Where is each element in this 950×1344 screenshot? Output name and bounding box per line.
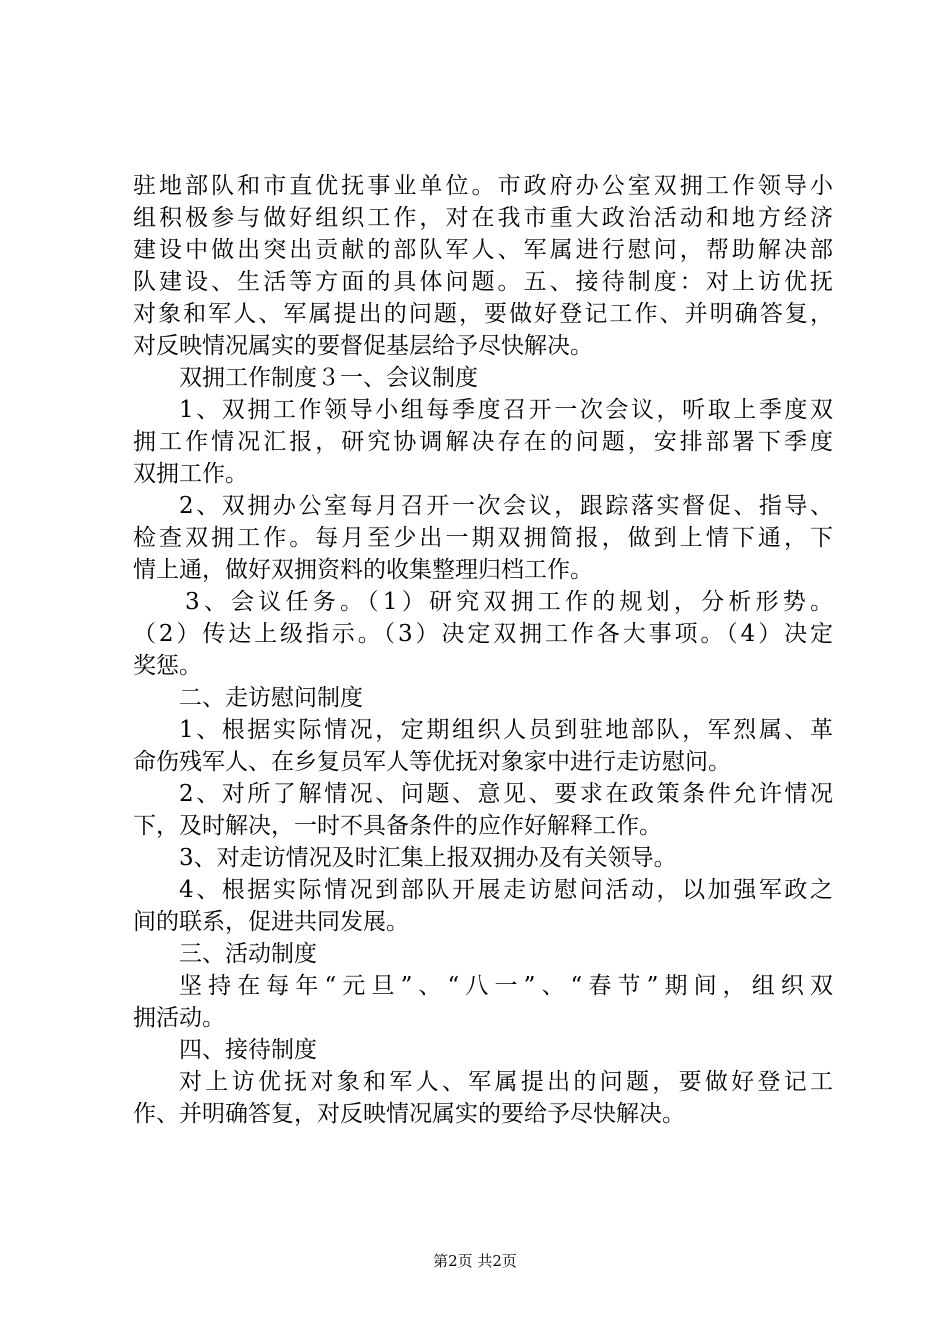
text-line: 双拥工作。 bbox=[133, 461, 248, 487]
text-line: 作、并明确答复，对反映情况属实的要给予尽快解决。 bbox=[133, 1101, 685, 1127]
section-heading: 四、接待制度 bbox=[179, 1037, 317, 1063]
text-line: 坚持在每年“元旦”、“八一”、“春节”期间，组织双 bbox=[179, 973, 833, 999]
section-heading: 三、活动制度 bbox=[179, 941, 317, 967]
text-line: 情上通，做好双拥资料的收集整理归档工作。 bbox=[133, 557, 593, 583]
text-line: 建设中做出突出贡献的部队军人、军属进行慰问，帮助解决部 bbox=[133, 237, 833, 263]
text-line: 4、根据实际情况到部队开展走访慰问活动，以加强军政之 bbox=[179, 877, 833, 903]
text-line: 拥工作情况汇报，研究协调解决存在的问题，安排部署下季度 bbox=[133, 429, 833, 455]
text-line: 奖惩。 bbox=[133, 653, 202, 679]
text-line: （2）传达上级指示。（3）决定双拥工作各大事项。（4）决定 bbox=[133, 621, 833, 647]
text-line: 命伤残军人、在乡复员军人等优抚对象家中进行走访慰问。 bbox=[133, 749, 731, 775]
text-line: 驻地部队和市直优抚事业单位。市政府办公室双拥工作领导小 bbox=[133, 173, 833, 199]
text-line: 拥活动。 bbox=[133, 1005, 225, 1031]
text-line: 1、双拥工作领导小组每季度召开一次会议，听取上季度双 bbox=[179, 397, 833, 423]
text-line: 对上访优抚对象和军人、军属提出的问题，要做好登记工 bbox=[179, 1069, 833, 1095]
text-line: 间的联系，促进共同发展。 bbox=[133, 909, 409, 935]
section-heading: 双拥工作制度３一、会议制度 bbox=[179, 365, 478, 391]
text-line: 队建设、生活等方面的具体问题。五、接待制度：对上访优抚 bbox=[133, 269, 833, 295]
text-line: 3、对走访情况及时汇集上报双拥办及有关领导。 bbox=[179, 845, 677, 871]
text-line: 2、双拥办公室每月召开一次会议，跟踪落实督促、指导、 bbox=[179, 493, 833, 519]
text-line: 对象和军人、军属提出的问题，要做好登记工作、并明确答复， bbox=[133, 301, 833, 327]
text-line: 下，及时解决，一时不具备条件的应作好解释工作。 bbox=[133, 813, 662, 839]
text-line: 2、对所了解情况、问题、意见、要求在政策条件允许情况 bbox=[179, 781, 833, 807]
text-line: 组积极参与做好组织工作，对在我市重大政治活动和地方经济 bbox=[133, 205, 833, 231]
document-body bbox=[133, 170, 833, 1130]
text-line: 1、根据实际情况，定期组织人员到驻地部队，军烈属、革 bbox=[179, 717, 833, 743]
page-number-footer: 第2页 共2页 bbox=[433, 1252, 517, 1270]
text-line: 对反映情况属实的要督促基层给予尽快解决。 bbox=[133, 333, 593, 359]
text-line: 3、会议任务。（1）研究双拥工作的规划，分析形势。 bbox=[185, 589, 833, 615]
section-heading: 二、走访慰问制度 bbox=[179, 685, 363, 711]
text-line: 检查双拥工作。每月至少出一期双拥简报，做到上情下通，下 bbox=[133, 525, 833, 551]
